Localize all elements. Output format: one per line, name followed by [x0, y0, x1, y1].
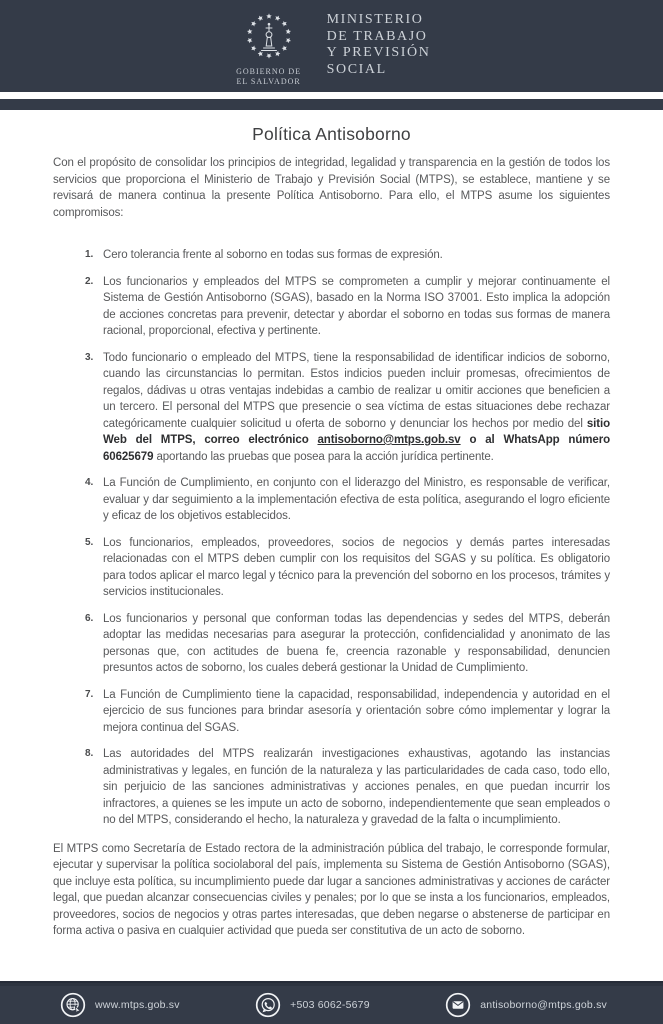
list-item	[85, 611, 610, 677]
list-item	[85, 350, 610, 466]
list-item-text: Todo funcionario o empleado del MTPS, tiene la responsabilidad de identificar indicios de soborno, cuando las circunstancias lo permitan. Estos indicios pueden incluir promesas, ofrecimientos de regalos, dádivas u otras ventajas indebidas a cambio de realizar u omitir acciones que beneficien a un tercero. El personal del MTPS que presencie o sea víctima de estas situaciones debe rechazar categóricamente cualquier solicitud u oferta de soborno y denunciar los hechos por medio del sitio Web del MTPS, correo electrónico antisoborno@mtps.gob.sv o al WhatsApp número 60625679 aportando las pruebas que posea para la acción jurídica pertinente.	[103, 351, 610, 463]
phone-text: +503 6062-5679	[290, 999, 370, 1011]
list-item-number: 7.	[85, 688, 94, 700]
list-item-text: Los funcionarios, empleados, proveedores, socios de negocios y demás partes interesadas relacionadas con el MTPS deben cumplir con los requisitos del SGAS y su política. Es obligatorio para todos aplicar el marco legal y técnico para la prevención del soborno en los procesos, trámites y servicios institucionales.	[103, 536, 610, 598]
list-item-number: 1.	[85, 249, 94, 260]
list-item-number: 8.	[85, 748, 94, 759]
government-brand	[233, 9, 431, 87]
intro-paragraph: Con el propósito de consolidar los principios de integridad, legalidad y transparencia en la gestión de todos los servicios que proporciona el Ministerio de Trabajo y Previsión Social (MTPS), se establece, mantiene y se revisará de manera continua la presente Política Antisoborno. Para ello, el MTPS asume los siguientes compromisos:	[53, 157, 610, 219]
logo-caption: GOBIERNO DE EL SALVADOR	[236, 67, 302, 86]
email-text: antisoborno@mtps.gob.sv	[480, 999, 607, 1011]
website-text: www.mtps.gob.sv	[95, 999, 180, 1011]
website-contact	[60, 992, 180, 1018]
page-title: Política Antisoborno	[252, 124, 411, 144]
list-item-text: Los funcionarios y personal que conforman todas las dependencias y sedes del MTPS, deberán adoptar las medidas necesarias para asegurar la protección, confidencialidad y anonimato de las personas que, con actitudes de buena fe, creencia razonable y responsabilidad, denuncien presuntos actos de soborno, los cuales deberá gestionar la Unidad de Cumplimiento.	[103, 612, 610, 674]
header-bar	[0, 0, 663, 92]
list-item-number: 3.	[85, 351, 94, 363]
list-item	[85, 274, 610, 340]
list-item-number: 6.	[85, 612, 94, 624]
whatsapp-number-bold: o al WhatsApp número 60625679	[103, 434, 610, 463]
list-item	[85, 247, 610, 264]
email-contact	[445, 992, 607, 1018]
government-logo	[233, 9, 305, 87]
list-item-text: La Función de Cumplimiento tiene la capacidad, responsabilidad, independencia y autoridad en el ejercicio de sus funciones para brindar asesoría y orientación sobre cómo implementar y lograr la mejora continua del SGAS.	[103, 688, 610, 734]
document-body	[0, 110, 663, 983]
list-item	[85, 687, 610, 737]
list-item-number: 5.	[85, 536, 94, 548]
el-salvador-emblem-icon	[239, 9, 299, 67]
phone-contact	[255, 992, 370, 1018]
commitments-list	[85, 247, 610, 829]
list-item-text: Cero tolerancia frente al soborno en todas sus formas de expresión.	[103, 249, 443, 261]
antisoborno-email-link[interactable]: antisoborno@mtps.gob.sv	[317, 434, 461, 446]
email-icon	[445, 992, 471, 1018]
ministry-name: MINISTERIO DE TRABAJO Y PREVISIÓN SOCIAL	[326, 12, 431, 77]
reporting-channels-bold: sitio Web del MTPS, correo electrónico	[103, 417, 610, 446]
list-item	[85, 746, 610, 829]
footer-bar	[0, 983, 663, 1024]
closing-paragraph: El MTPS como Secretaría de Estado rectora de la administración pública del trabajo, le corresponde formular, ejecutar y supervisar la política sociolaboral del país, implementa su Sistema de Gestión Antisoborno (SGAS), que incluye esta política, su incumplimiento puede dar lugar a sanciones administrativas y acciones de carácter legal, que puedan alcanzar consecuencias civiles y penales; por lo que se insta a los funcionarios, empleados, proveedores, socios de negocios y otras partes interesadas, que deben negarse o abstenerse de participar en forma activa o pasiva en cualquier actividad que pueda ser constitutiva de un acto de soborno.	[53, 842, 610, 937]
list-item-text: La Función de Cumplimiento, en conjunto con el liderazgo del Ministro, es responsable de verificar, evaluar y dar seguimiento a la implementación efectiva de esta política, asegurando el logro eficiente y eficaz de los objetivos establecidos.	[103, 477, 610, 522]
list-item-number: 2.	[85, 275, 94, 287]
whatsapp-icon	[255, 992, 281, 1018]
list-item	[85, 535, 610, 601]
list-item-text: Los funcionarios y empleados del MTPS se comprometen a cumplir y mejorar continuamente el Sistema de Gestión Antisoborno (SGAS), basado en la Norma ISO 37001. Esto implica la adopción de acciones concretas para prevenir, detectar y abordar el soborno en todas sus formas de manera racional, proporcional, efectiva y pertinente.	[103, 275, 610, 337]
separator-stripe	[0, 99, 663, 110]
list-item	[85, 475, 610, 525]
list-item-text: Las autoridades del MTPS realizarán investigaciones exhaustivas, agotando las instancias administrativas y legales, en función de la naturaleza y las particularidades de cada caso, todo ello, sin perjuicio de las sanciones administrativas y acciones penales, en que puedan incurrir los infractores, a quienes se les impute un acto de soborno, independientemente que sean empleados o no del MTPS, considerando el hecho, la naturaleza y gravedad de la falta o incumplimiento.	[103, 748, 610, 826]
list-item-number: 4.	[85, 477, 94, 488]
globe-icon	[60, 992, 86, 1018]
header-gap	[0, 92, 663, 99]
